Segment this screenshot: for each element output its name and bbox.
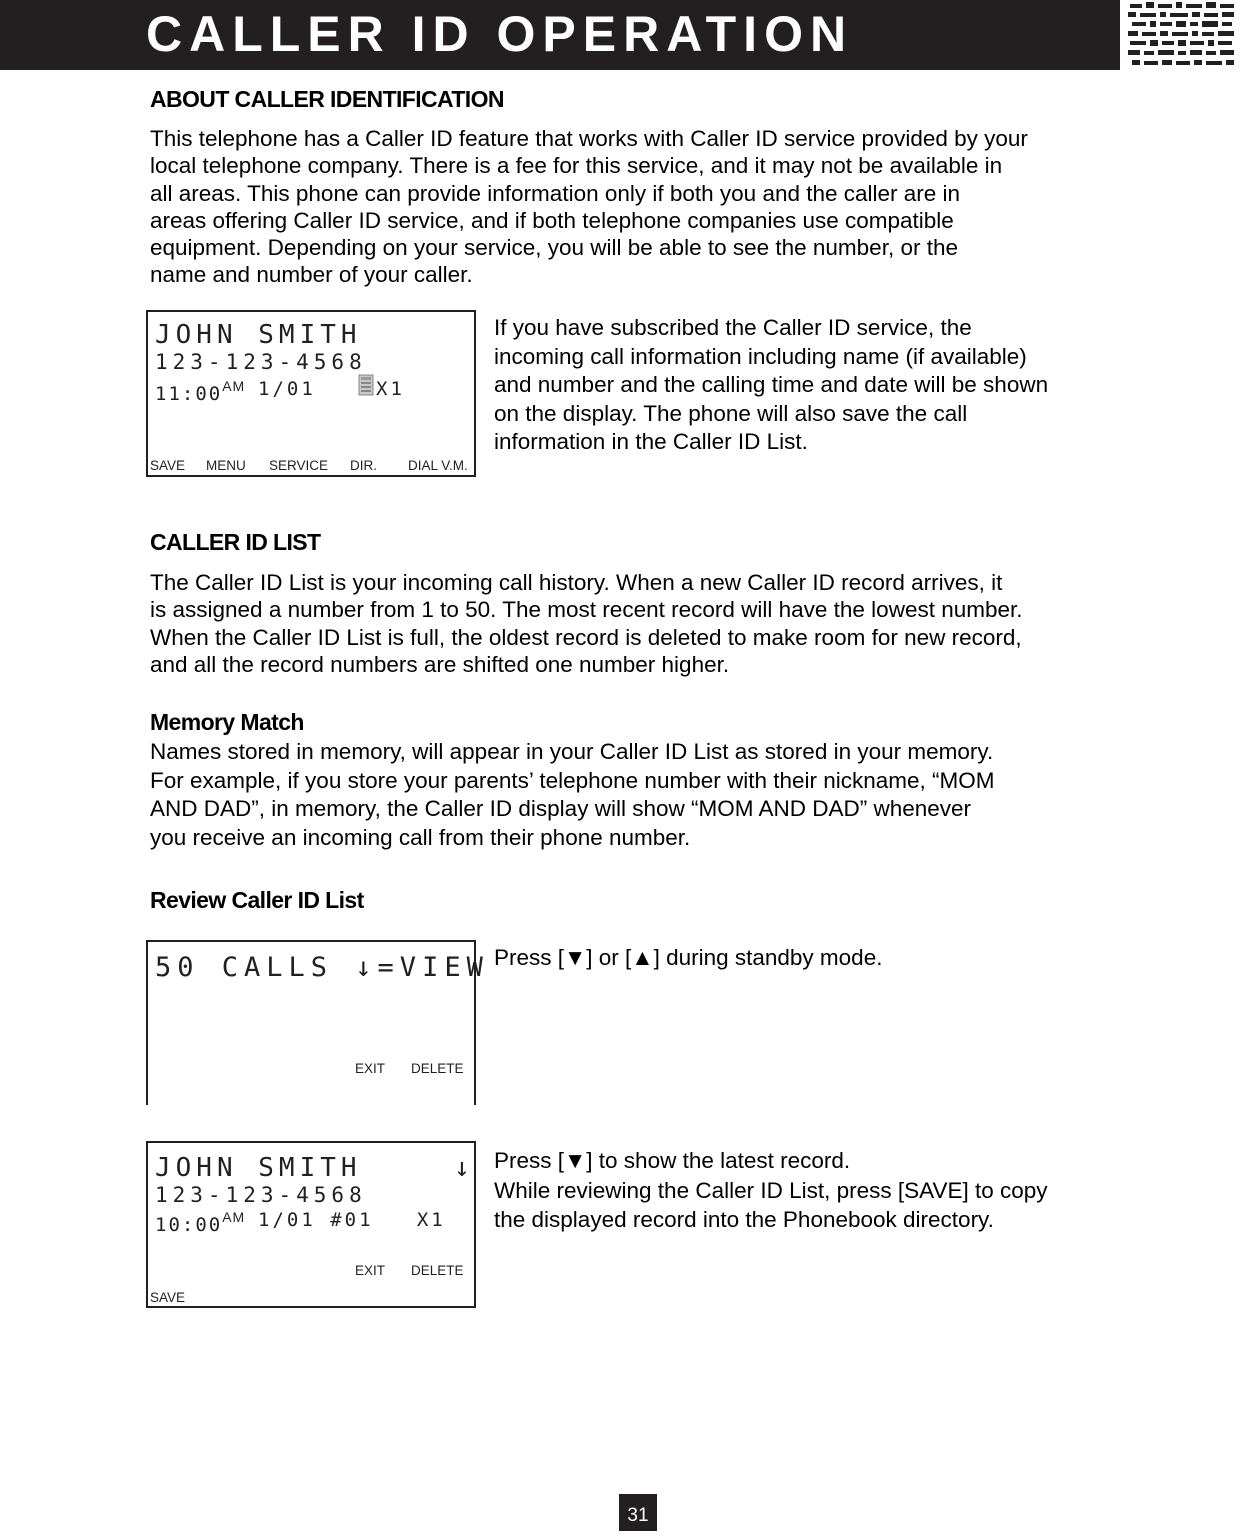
memory-match-heading: Memory Match bbox=[150, 709, 304, 735]
memory-line: For example, if you store your parents’ telephone number with their nickname, “MOM bbox=[150, 767, 995, 793]
description-line: If you have subscribed the Caller ID service, the bbox=[494, 315, 972, 340]
list-line: is assigned a number from 1 to 50. The most recent record will have the lowest number. bbox=[150, 597, 1023, 623]
caller-id-list-paragraph bbox=[150, 569, 1023, 678]
display1-description bbox=[494, 314, 1048, 457]
softkey-save: SAVE bbox=[150, 458, 186, 473]
description-line: the displayed record into the Phonebook directory. bbox=[494, 1207, 994, 1232]
description-line: incoming call information including name (if available) bbox=[494, 343, 1027, 369]
description-line: and number and the calling time and date will be shown bbox=[494, 372, 1049, 397]
memory-match-paragraph bbox=[150, 738, 995, 852]
lcd-caller-number: 123-123-4568 bbox=[155, 350, 367, 374]
decorative-pattern-graphic bbox=[1126, 0, 1240, 72]
about-line: local telephone company. There is a fee for this service, and it may not be available in bbox=[150, 153, 1003, 179]
lcd-display-calls-view bbox=[146, 940, 489, 1105]
description-line: Press [▼] to show the latest record. bbox=[494, 1148, 851, 1173]
memory-line: Names stored in memory, will appear in your Caller ID List as stored in your memory. bbox=[150, 739, 994, 764]
softkey-exit: EXIT bbox=[355, 1061, 386, 1076]
list-line: When the Caller ID List is full, the oldest record is deleted to make room for new record, bbox=[150, 624, 1022, 650]
softkey-dial-vm: DIAL V.M. bbox=[408, 458, 468, 473]
lcd-caller-number: 123-123-4568 bbox=[155, 1183, 367, 1207]
lcd-time-value: 10:00 bbox=[155, 1214, 223, 1236]
lcd-record-details: 1/01 #01 X1 bbox=[258, 1209, 446, 1231]
display3-description bbox=[494, 1146, 1048, 1235]
page-title: CALLER ID OPERATION bbox=[146, 6, 854, 62]
softkey-delete: DELETE bbox=[411, 1263, 464, 1278]
memory-line: you receive an incoming call from their phone number. bbox=[150, 824, 691, 850]
about-line: all areas. This phone can provide information only if both you and the caller are in bbox=[150, 180, 961, 206]
page-number: 31 bbox=[619, 1494, 657, 1531]
description-line: on the display. The phone will also save the call bbox=[494, 400, 968, 426]
review-heading: Review Caller ID List bbox=[150, 887, 364, 913]
new-call-icon bbox=[358, 374, 374, 396]
scroll-down-arrow-icon: ↓ bbox=[454, 1153, 470, 1183]
softkey-delete: DELETE bbox=[411, 1061, 464, 1076]
softkey-menu: MENU bbox=[206, 458, 246, 473]
lcd-call-time bbox=[155, 1209, 245, 1236]
description-line: Press [▼] or [▲] during standby mode. bbox=[494, 945, 883, 970]
about-line: name and number of your caller. bbox=[150, 262, 473, 288]
lcd-time-value: 11:00 bbox=[155, 383, 223, 405]
lcd-call-count: X1 bbox=[376, 378, 405, 400]
about-heading: ABOUT CALLER IDENTIFICATION bbox=[150, 86, 504, 112]
lcd-ampm: AM bbox=[222, 378, 246, 394]
about-line: This telephone has a Caller ID feature that works with Caller ID service provided by your bbox=[150, 126, 1028, 151]
about-paragraph bbox=[150, 125, 1028, 289]
lcd-call-time bbox=[155, 378, 245, 405]
softkey-save: SAVE bbox=[150, 1290, 186, 1305]
lcd-display-latest-record bbox=[146, 1141, 476, 1308]
description-line: While reviewing the Caller ID List, press [SAVE] to copy bbox=[494, 1177, 1048, 1203]
list-line: and all the record numbers are shifted one number higher. bbox=[150, 651, 730, 677]
about-line: equipment. Depending on your service, you will be able to see the number, or the bbox=[150, 235, 958, 261]
list-line: The Caller ID List is your incoming call history. When a new Caller ID record arrives, it bbox=[150, 570, 1003, 595]
header-bar bbox=[0, 0, 1120, 70]
softkey-service: SERVICE bbox=[269, 458, 329, 473]
about-line: areas offering Caller ID service, and if both telephone companies use compatible bbox=[150, 207, 954, 233]
memory-line: AND DAD”, in memory, the Caller ID display will show “MOM AND DAD” whenever bbox=[150, 796, 972, 821]
lcd-call-date: 1/01 bbox=[258, 378, 316, 400]
softkey-dir: DIR. bbox=[350, 458, 377, 473]
lcd-caller-name: JOHN SMITH bbox=[155, 320, 362, 350]
caller-id-list-heading: CALLER ID LIST bbox=[150, 529, 321, 555]
lcd-caller-name: JOHN SMITH bbox=[155, 1153, 362, 1183]
description-line: information in the Caller ID List. bbox=[494, 429, 808, 454]
display2-description bbox=[494, 944, 882, 973]
lcd-ampm: AM bbox=[222, 1209, 246, 1225]
lcd-calls-count: 50 CALLS ↓=VIEW bbox=[155, 952, 489, 983]
softkey-exit: EXIT bbox=[355, 1263, 386, 1278]
lcd-display-incoming-call bbox=[146, 310, 476, 477]
